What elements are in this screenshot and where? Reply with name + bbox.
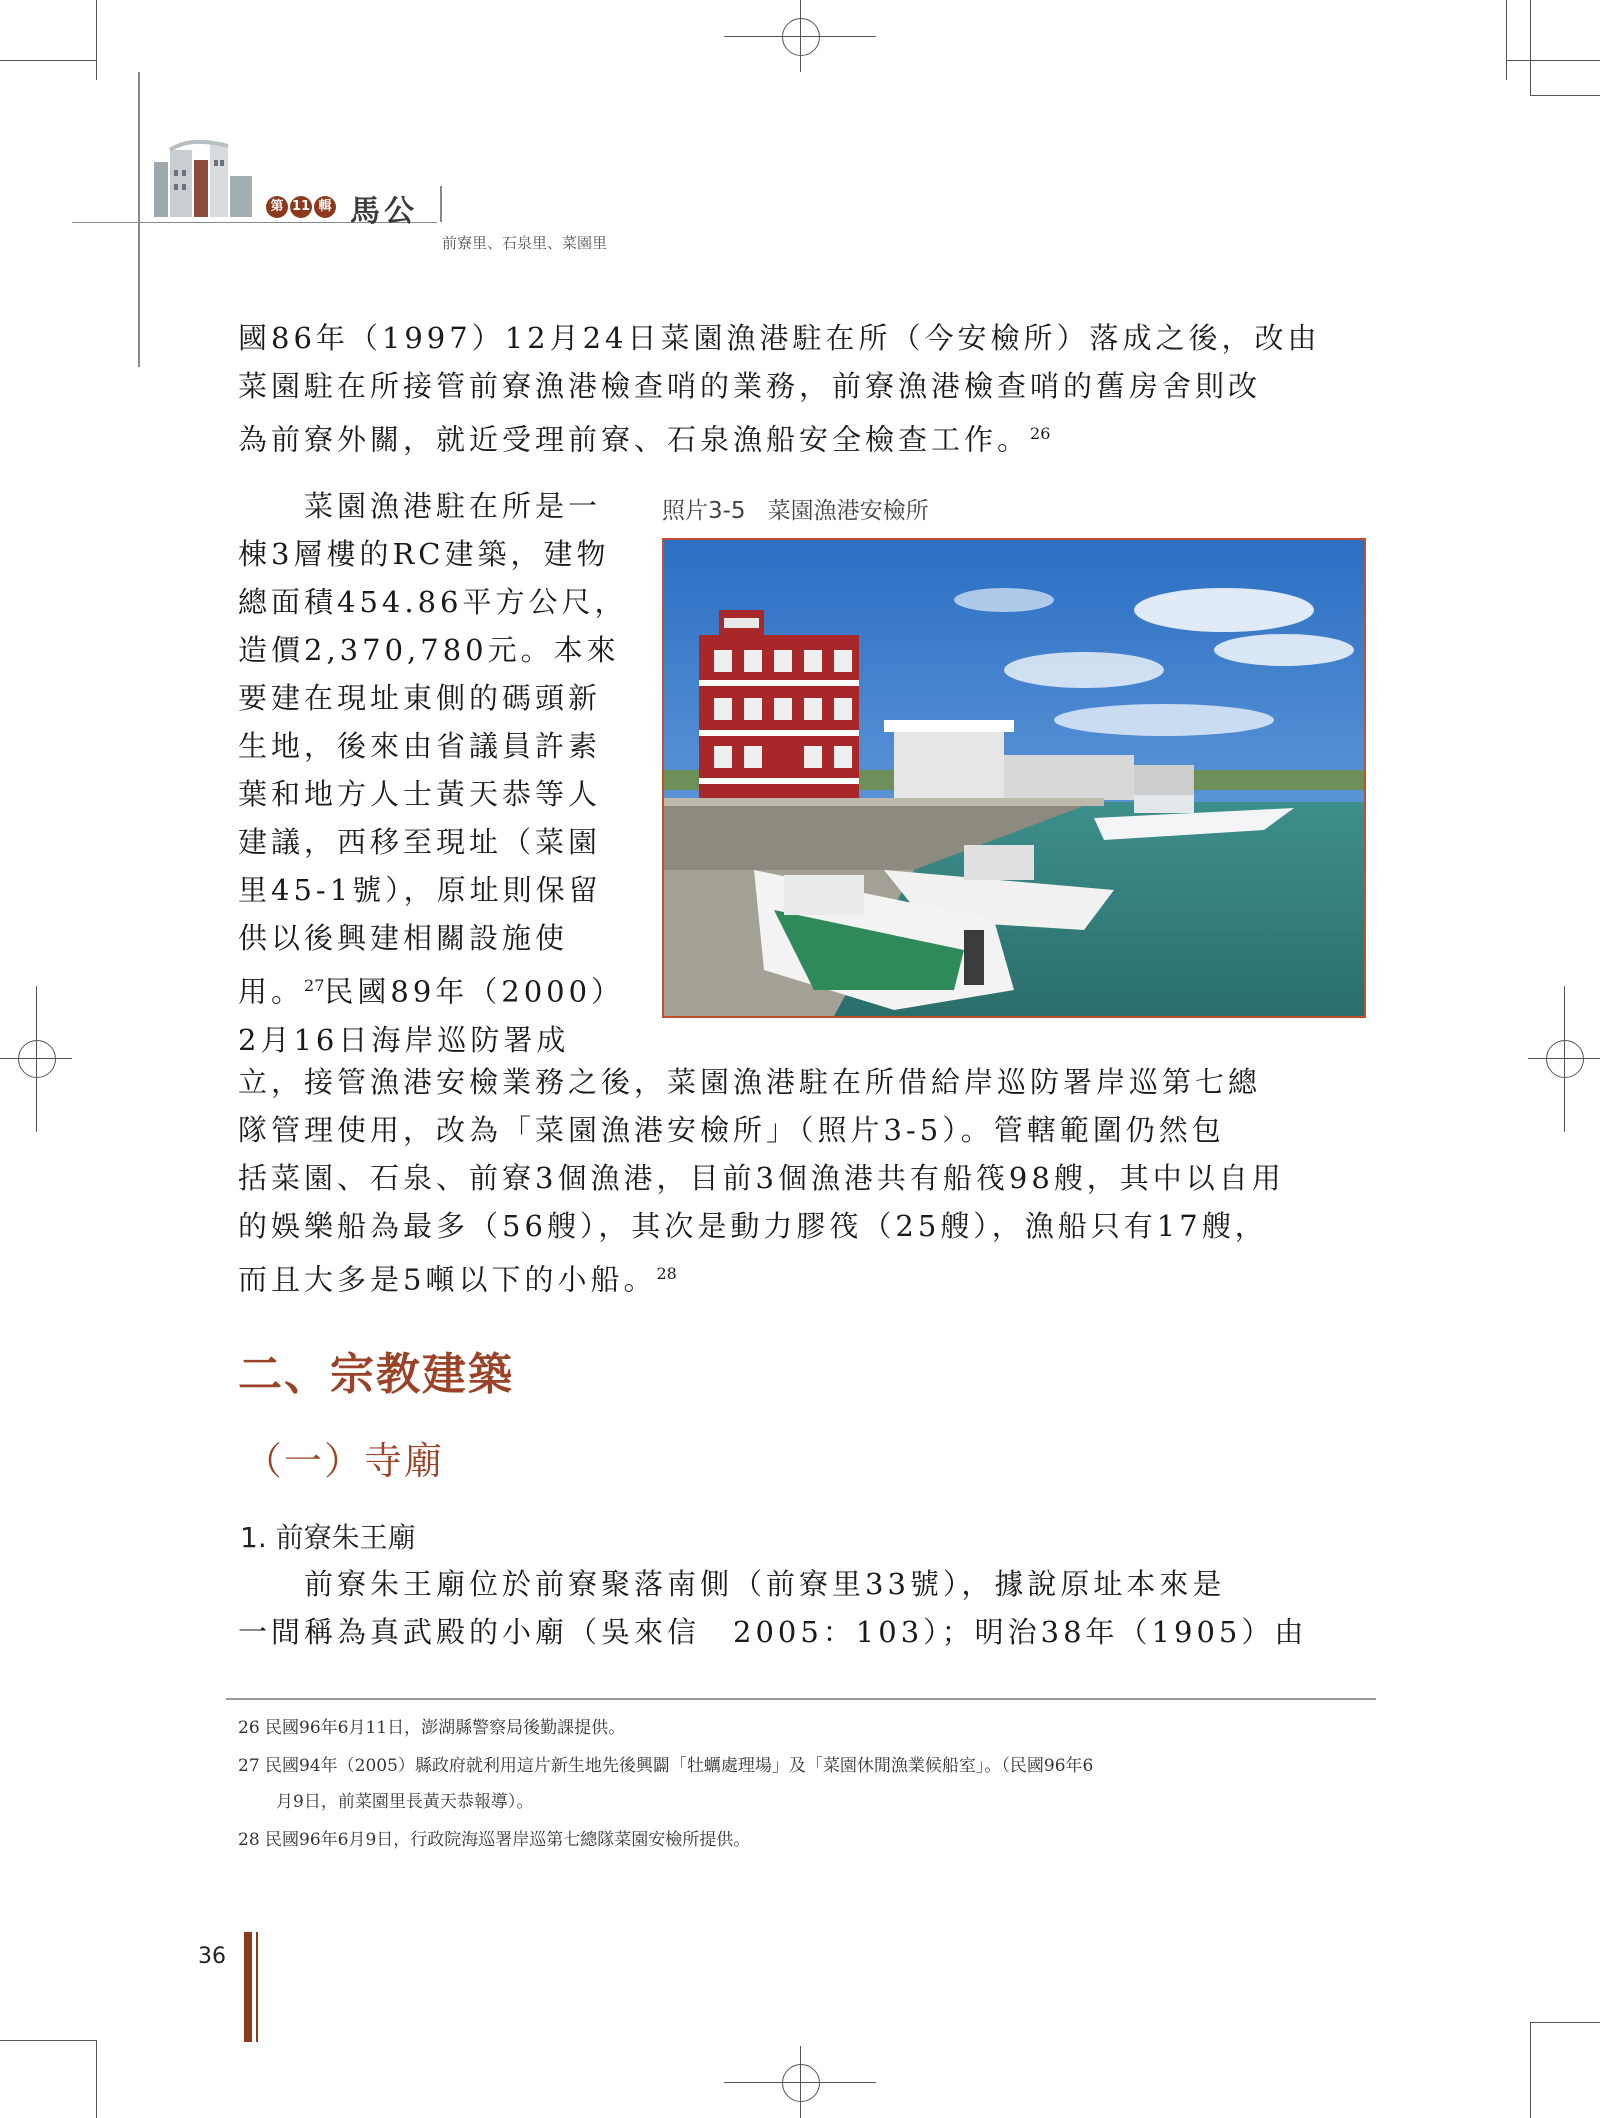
- photo-caption: [662, 492, 929, 525]
- text-line: 的娛樂船為最多（56艘），其次是動力膠筏（25艘），漁船只有17艘，: [238, 1209, 1268, 1243]
- crop-mark: [1506, 60, 1600, 61]
- text-line: [238, 1250, 1368, 1304]
- page-number: 36: [198, 1944, 226, 1969]
- registration-mark: [782, 18, 820, 56]
- harbor-photo: [662, 538, 1366, 1018]
- registration-mark: [1546, 1040, 1584, 1078]
- footnote-ref: 28: [656, 1264, 677, 1283]
- footnote-27-continued: 月9日，前菜園里長黃天恭報導）。: [276, 1792, 534, 1812]
- crop-mark: [0, 60, 96, 61]
- registration-mark: [724, 36, 876, 37]
- paragraph-2-column: [238, 482, 638, 1064]
- text-line: 括菜園、石泉、前寮3個漁港，目前3個漁港共有船筏98艘，其中以自用: [238, 1161, 1285, 1195]
- footnote-26: 26 民國96年6月11日，澎湖縣警察局後勤課提供。: [238, 1718, 626, 1738]
- text-line: 一間稱為真武殿的小廟（吳來信 2005：103）；明治38年（1905）由: [238, 1615, 1308, 1649]
- text-line: 立，接管漁港安檢業務之後，菜園漁港駐在所借給岸巡防署岸巡第七總: [238, 1065, 1262, 1099]
- photo-caption-number: 照片3-5: [662, 498, 746, 524]
- chapter-villages: 前寮里、石泉里、菜園里: [442, 234, 608, 252]
- crop-mark: [0, 2040, 96, 2041]
- subsection-title: （一）寺廟: [244, 1439, 445, 1483]
- text-line: 里45-1號），原址則保留: [238, 873, 602, 907]
- registration-mark: [36, 986, 37, 1132]
- item-title: 1. 前寮朱王廟: [240, 1521, 416, 1554]
- crop-mark: [1530, 95, 1600, 96]
- text-line: 生地，後來由省議員許素: [238, 729, 602, 763]
- volume-badge-number: 11: [290, 196, 312, 218]
- text-line: 供以後興建相關設施使: [238, 921, 569, 955]
- registration-mark: [1564, 986, 1565, 1132]
- footnote-28: 28 民國96年6月9日，行政院海巡署岸巡第七總隊菜園安檢所提供。: [238, 1830, 751, 1850]
- text-line: 總面積454.86平方公尺，: [238, 585, 628, 619]
- registration-mark: [1528, 1058, 1600, 1059]
- registration-mark: [18, 1040, 56, 1078]
- text-line: 前寮朱王廟位於前寮聚落南側（前寮里33號），據說原址本來是: [238, 1567, 1226, 1601]
- crop-mark: [1530, 0, 1531, 95]
- text-line: [238, 410, 1368, 464]
- paragraph-1: [238, 314, 1368, 464]
- text-line: 棟3層樓的RC建築，建物: [238, 537, 610, 571]
- registration-mark: [724, 2082, 876, 2083]
- text-line-content: 民國89年（2000）: [324, 974, 625, 1009]
- header-vertical-rule: [138, 72, 140, 367]
- text-line: [238, 962, 638, 1016]
- page-number-bar-thin: [256, 1932, 258, 2042]
- registration-mark: [0, 1058, 72, 1059]
- book-title: 馬公: [350, 194, 418, 229]
- page-number-bar: [244, 1932, 252, 2042]
- section-title: 二、宗教建築: [238, 1349, 514, 1400]
- harbor-photo-image: [664, 540, 1364, 1016]
- volume-badge-suffix: 輯: [314, 196, 336, 218]
- paragraph-2-continued: [238, 1058, 1368, 1304]
- text-line-content: 用。: [238, 974, 305, 1009]
- text-line: 菜園駐在所接管前寮漁港檢查哨的業務，前寮漁港檢查哨的舊房舍則改: [238, 369, 1262, 403]
- footnote-ref: 26: [1030, 424, 1051, 443]
- text-line: 2月16日海岸巡防署成: [238, 1022, 570, 1057]
- text-line: 建議，西移至現址（菜園: [238, 825, 602, 859]
- text-line: 國86年（1997）12月24日菜園漁港駐在所（今安檢所）落成之後，改由: [238, 321, 1321, 355]
- volume-badge-prefix: 第: [266, 196, 288, 218]
- text-line: 隊管理使用，改為「菜園漁港安檢所」（照片3-5）。管轄範圍仍然包: [238, 1113, 1225, 1147]
- text-line: 葉和地方人士黃天恭等人: [238, 777, 602, 811]
- text-line: 菜園漁港駐在所是一: [238, 489, 602, 523]
- footnote-divider: [226, 1698, 1376, 1700]
- text-line-content: 而且大多是5噸以下的小船。: [238, 1262, 657, 1297]
- text-line-content: 為前寮外關，就近受理前寮、石泉漁船安全檢查工作。: [238, 422, 1031, 457]
- header-logo-building: [150, 140, 260, 220]
- crop-mark: [1506, 0, 1507, 80]
- registration-mark: [782, 2064, 820, 2102]
- crop-mark: [1530, 2022, 1531, 2118]
- footnote-ref: 27: [304, 976, 325, 995]
- crop-mark: [1530, 2022, 1600, 2023]
- header-title-divider: [440, 186, 442, 222]
- text-line: 造價2,370,780元。本來: [238, 633, 620, 667]
- crop-mark: [96, 0, 97, 80]
- paragraph-3: [238, 1560, 1368, 1656]
- text-line: 要建在現址東側的碼頭新: [238, 681, 602, 715]
- footnote-27: 27 民國94年（2005）縣政府就利用這片新生地先後興闢「牡蠣處理場」及「菜園休閒漁業候船室」。（民國96年6: [238, 1756, 1094, 1776]
- photo-caption-text: 菜園漁港安檢所: [767, 498, 929, 524]
- crop-mark: [96, 2040, 97, 2118]
